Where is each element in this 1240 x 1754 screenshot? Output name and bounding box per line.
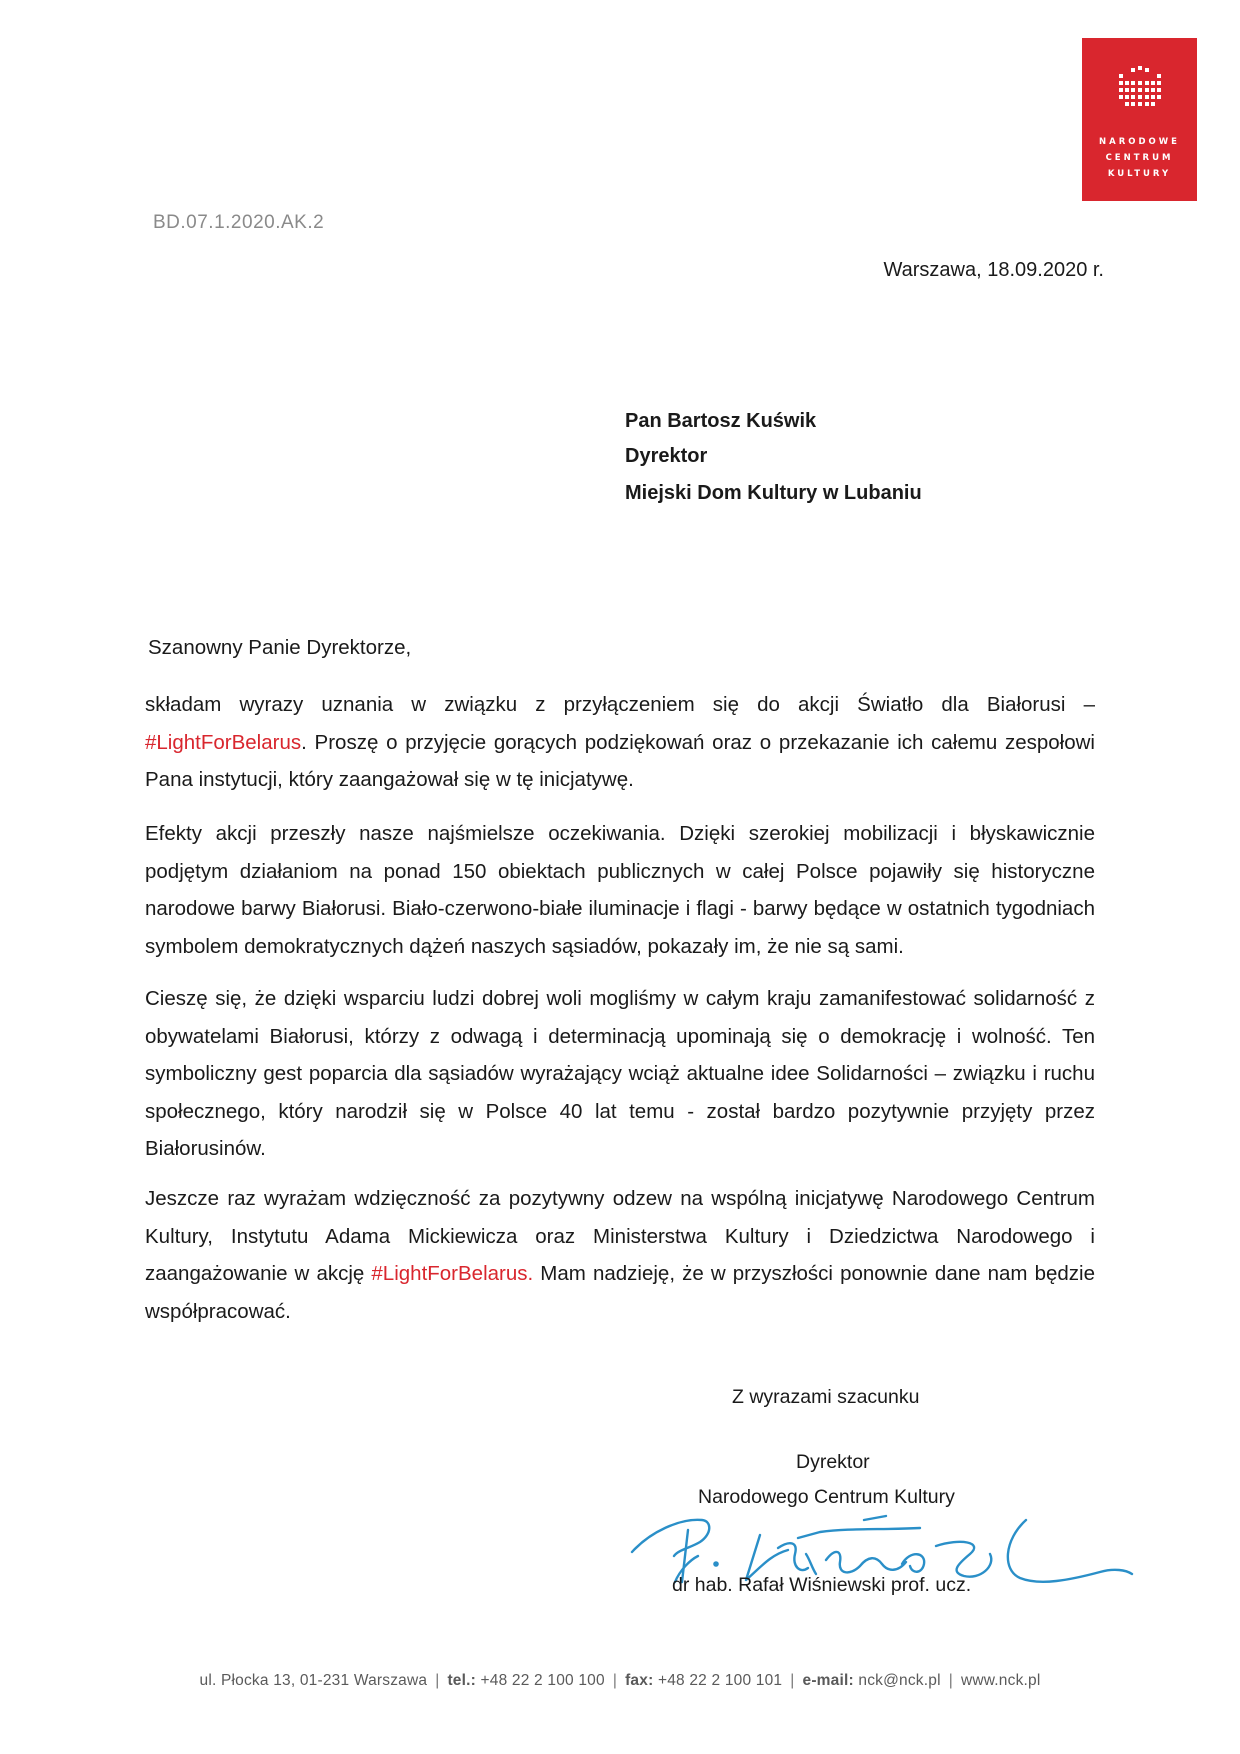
footer-address: ul. Płocka 13, 01-231 Warszawa: [199, 1672, 428, 1689]
paragraph-1: [145, 686, 1095, 799]
recipient-institution: Miejski Dom Kultury w Lubaniu: [625, 482, 922, 504]
footer-separator: |: [612, 1672, 618, 1689]
footer-tel-label: tel.:: [447, 1672, 476, 1689]
paragraph-3: Cieszę się, że dzięki wsparciu ludzi dobrej woli mogliśmy w całym kraju zamanifestować solidarność z obywatelami Białorusi, którzy z odwagą i determinacją upominają się o demokrację i wolność. Ten symboliczny gest poparcia dla sąsiadów wyrażający wciąż aktualne idee Solidarności – związku i ruchu społecznego, który narodził się w Polsce 40 lat temu - został bardzo pozytywnie przyjęty przez Białorusinów.: [145, 987, 1095, 1160]
logo-text-line-1: NARODOWE: [1099, 137, 1180, 147]
crown-icon: [1118, 66, 1162, 114]
recipient-name: Pan Bartosz Kuświk: [625, 410, 817, 432]
hashtag-light-for-belarus: #LightForBelarus: [145, 730, 302, 754]
closing-phrase: Z wyrazami szacunku: [732, 1386, 920, 1408]
logo-text-line-2: CENTRUM: [1105, 153, 1174, 163]
footer-email: nck@nck.pl: [858, 1672, 941, 1689]
paragraph-4-text-a: Jeszcze raz wyrażam wdzięczność za pozytywny odzew na wspólną inicjatywę Narodowego Centrum Kultury, Instytutu Adama Mickiewicza oraz Ministerstwa Kultury i Dziedzictwa Narodowego i zaangażowanie w akcję: [145, 1187, 1095, 1285]
document-reference-number: BD.07.1.2020.AK.2: [153, 212, 325, 233]
footer-website: www.nck.pl: [960, 1672, 1041, 1689]
letterhead-footer: [0, 1672, 1240, 1690]
footer-tel: +48 22 2 100 100: [480, 1672, 605, 1689]
paragraph-1-text-b: . Proszę o przyjęcie gorących podziękowań oraz o przekazanie ich całemu zespołowi Pana instytucji, który zaangażował się w tę inicjatywę.: [145, 730, 1095, 791]
signatory-institution: Narodowego Centrum Kultury: [698, 1486, 955, 1508]
footer-separator: |: [948, 1672, 953, 1689]
paragraph-4: [145, 1180, 1095, 1330]
hashtag-light-for-belarus-2: #LightForBelarus.: [371, 1262, 534, 1285]
logo-text-line-3: KULTURY: [1107, 169, 1172, 179]
letter-date: Warszawa, 18.09.2020 r.: [883, 259, 1104, 281]
signatory-name: dr hab. Rafał Wiśniewski prof. ucz.: [672, 1574, 972, 1596]
paragraph-2: Efekty akcji przeszły nasze najśmielsze oczekiwania. Dzięki szerokiej mobilizacji i błyskawicznie podjętym działaniom na ponad 150 obiektach publicznych w całej Polsce pojawiły się historyczne narodowe barwy Białorusi. Biało-czerwono-białe iluminacje i flagi - barwy będące w ostatnich tygodniach symbolem demokratycznych dążeń naszych sąsiadów, pokazały im, że nie są sami.: [145, 822, 1095, 958]
footer-separator: |: [435, 1672, 440, 1689]
footer-fax-label: fax:: [625, 1672, 654, 1689]
signatory-title: Dyrektor: [796, 1451, 870, 1473]
footer-fax: +48 22 2 100 101: [657, 1672, 783, 1689]
footer-email-label: e-mail:: [802, 1672, 854, 1689]
recipient-position: Dyrektor: [625, 445, 708, 467]
salutation: Szanowny Panie Dyrektorze,: [148, 636, 412, 659]
nck-logo: [1082, 38, 1197, 201]
paragraph-1-text-a: składam wyrazy uznania w związku z przyłączeniem się do akcji Światło dla Białorusi –: [145, 693, 1095, 716]
paragraph-4-text-b: Mam nadzieję, że w przyszłości ponownie dane nam będzie współpracować.: [145, 1262, 1095, 1323]
footer-separator: |: [790, 1672, 795, 1689]
